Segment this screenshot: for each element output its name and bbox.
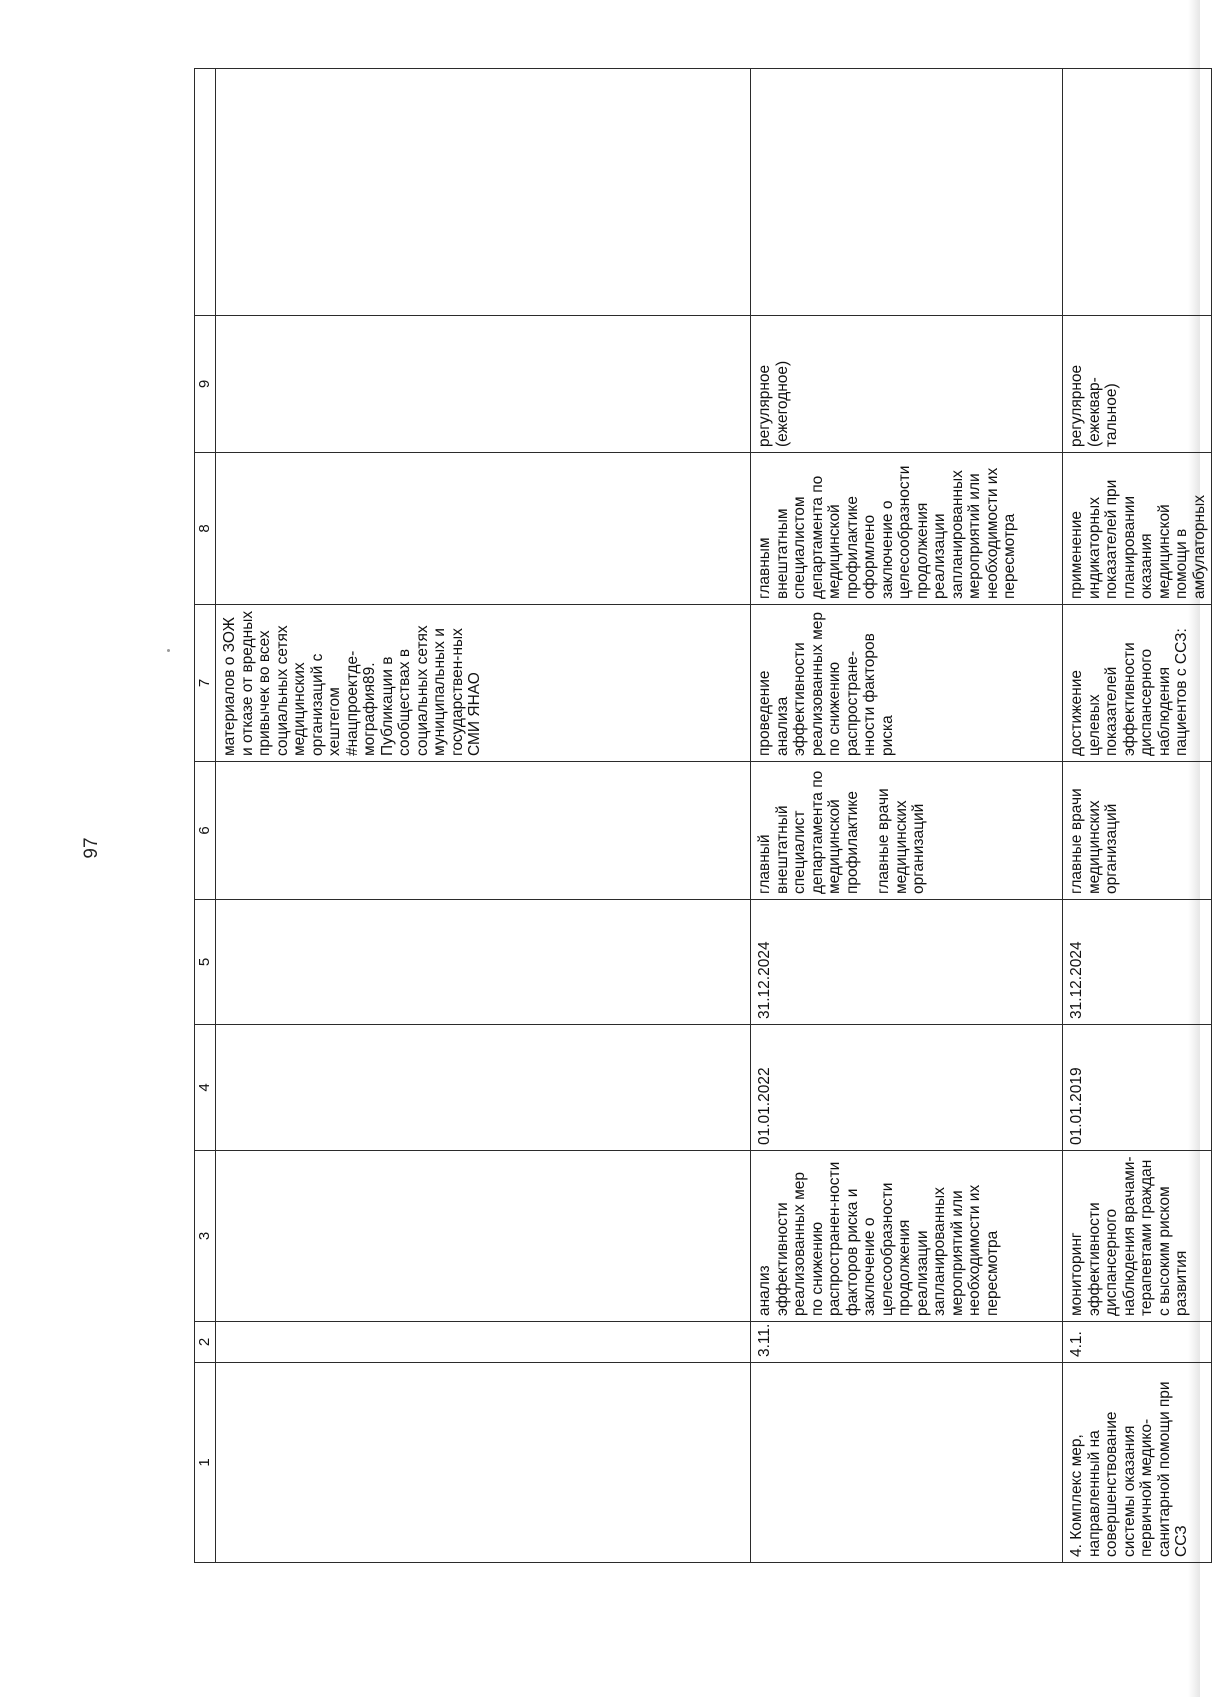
cell-col-6 [216,762,751,900]
cell-col-blank [1063,69,1212,316]
cell-col-9: регулярное (ежеквар-тальное) [1063,316,1212,453]
cell-col-8 [216,453,751,605]
cell-col-7: достижение целевых показателей эффективности диспансерного наблюдения пациентов с ССЗ: [1063,605,1212,762]
cell-col-4: 01.01.2022 [751,1025,1063,1151]
cell-col-7: материалов о ЗОЖ и отказе от вредных привычек во всех социальных сетях медицинских организаций с хештегом #нацпроектде-мография89. Публикации в сообществах в социальных сетях муниципальных и государствен-ных СМИ ЯНАО [216,605,751,762]
table-row [751,69,1063,1563]
cell-col-9 [216,316,751,453]
cell-col-8: главным внештатным специалистом департамента по медицинской профилактике оформлено заключение о целесообразности продолжения реализации запланированных мероприятий или необходимости их пересмотра [751,453,1063,605]
header-col-4: 4 [195,1025,216,1151]
page-number: 97 [81,837,102,859]
cell-col-2: 3.11. [751,1322,1063,1363]
header-col-2: 2 [195,1322,216,1363]
cell-col-4 [216,1025,751,1151]
header-col-5: 5 [195,900,216,1025]
header-col-1: 1 [195,1363,216,1563]
cell-col-1 [216,1363,751,1563]
cell-col-6 [1063,762,1212,900]
scan-speck [167,649,170,652]
plan-table [194,68,1212,1563]
cell-col-6-primary: главные врачи медицинских организаций [1068,788,1120,894]
cell-col-3: анализ эффективности реализованных мер по снижению распространен-ности факторов риска и заключение о целесообразности продолжения реализации запланированных мероприятий или необходимости их пересмотра [751,1151,1063,1322]
cell-col-blank [751,69,1063,316]
rotated-table-wrapper [194,69,1208,1563]
cell-col-blank [216,69,751,316]
cell-col-3: мониторинг эффективности диспансерного наблюдения врачами-терапевтами граждан с высоким риском развития [1063,1151,1212,1322]
cell-col-3 [216,1151,751,1322]
header-col-3: 3 [195,1151,216,1322]
header-col-9: 9 [195,316,216,453]
header-col-6: 6 [195,762,216,900]
cell-gap [861,766,875,894]
table-row [1063,69,1212,1563]
cell-col-7: проведение анализа эффективности реализованных мер по снижению распростране-нности факторов риска [751,605,1063,762]
cell-col-8: применение индикаторных показателей при планировании оказания медицинской помощи в амбулаторных [1063,453,1212,605]
cell-col-6 [751,762,1063,900]
header-row [195,69,216,1563]
cell-col-1: 4. Комплекс мер, направленный на совершенствование системы оказания первичной медико-санитарной помощи при ССЗ [1063,1363,1212,1563]
cell-col-1 [751,1363,1063,1563]
cell-col-4: 01.01.2019 [1063,1025,1212,1151]
cell-col-6-primary: главный внештатный специалист департамента по медицинской профилактике [756,770,861,894]
cell-col-5: 31.12.2024 [1063,900,1212,1025]
header-col-8: 8 [195,453,216,605]
cell-col-5: 31.12.2024 [751,900,1063,1025]
cell-col-2 [216,1322,751,1363]
table-row [216,69,751,1563]
header-col-7: 7 [195,605,216,762]
cell-col-6-secondary: главные врачи медицинских организаций [875,788,927,894]
cell-col-5 [216,900,751,1025]
header-col-blank [195,69,216,316]
cell-col-2: 4.1. [1063,1322,1212,1363]
cell-col-9: регулярное (ежегодное) [751,316,1063,453]
